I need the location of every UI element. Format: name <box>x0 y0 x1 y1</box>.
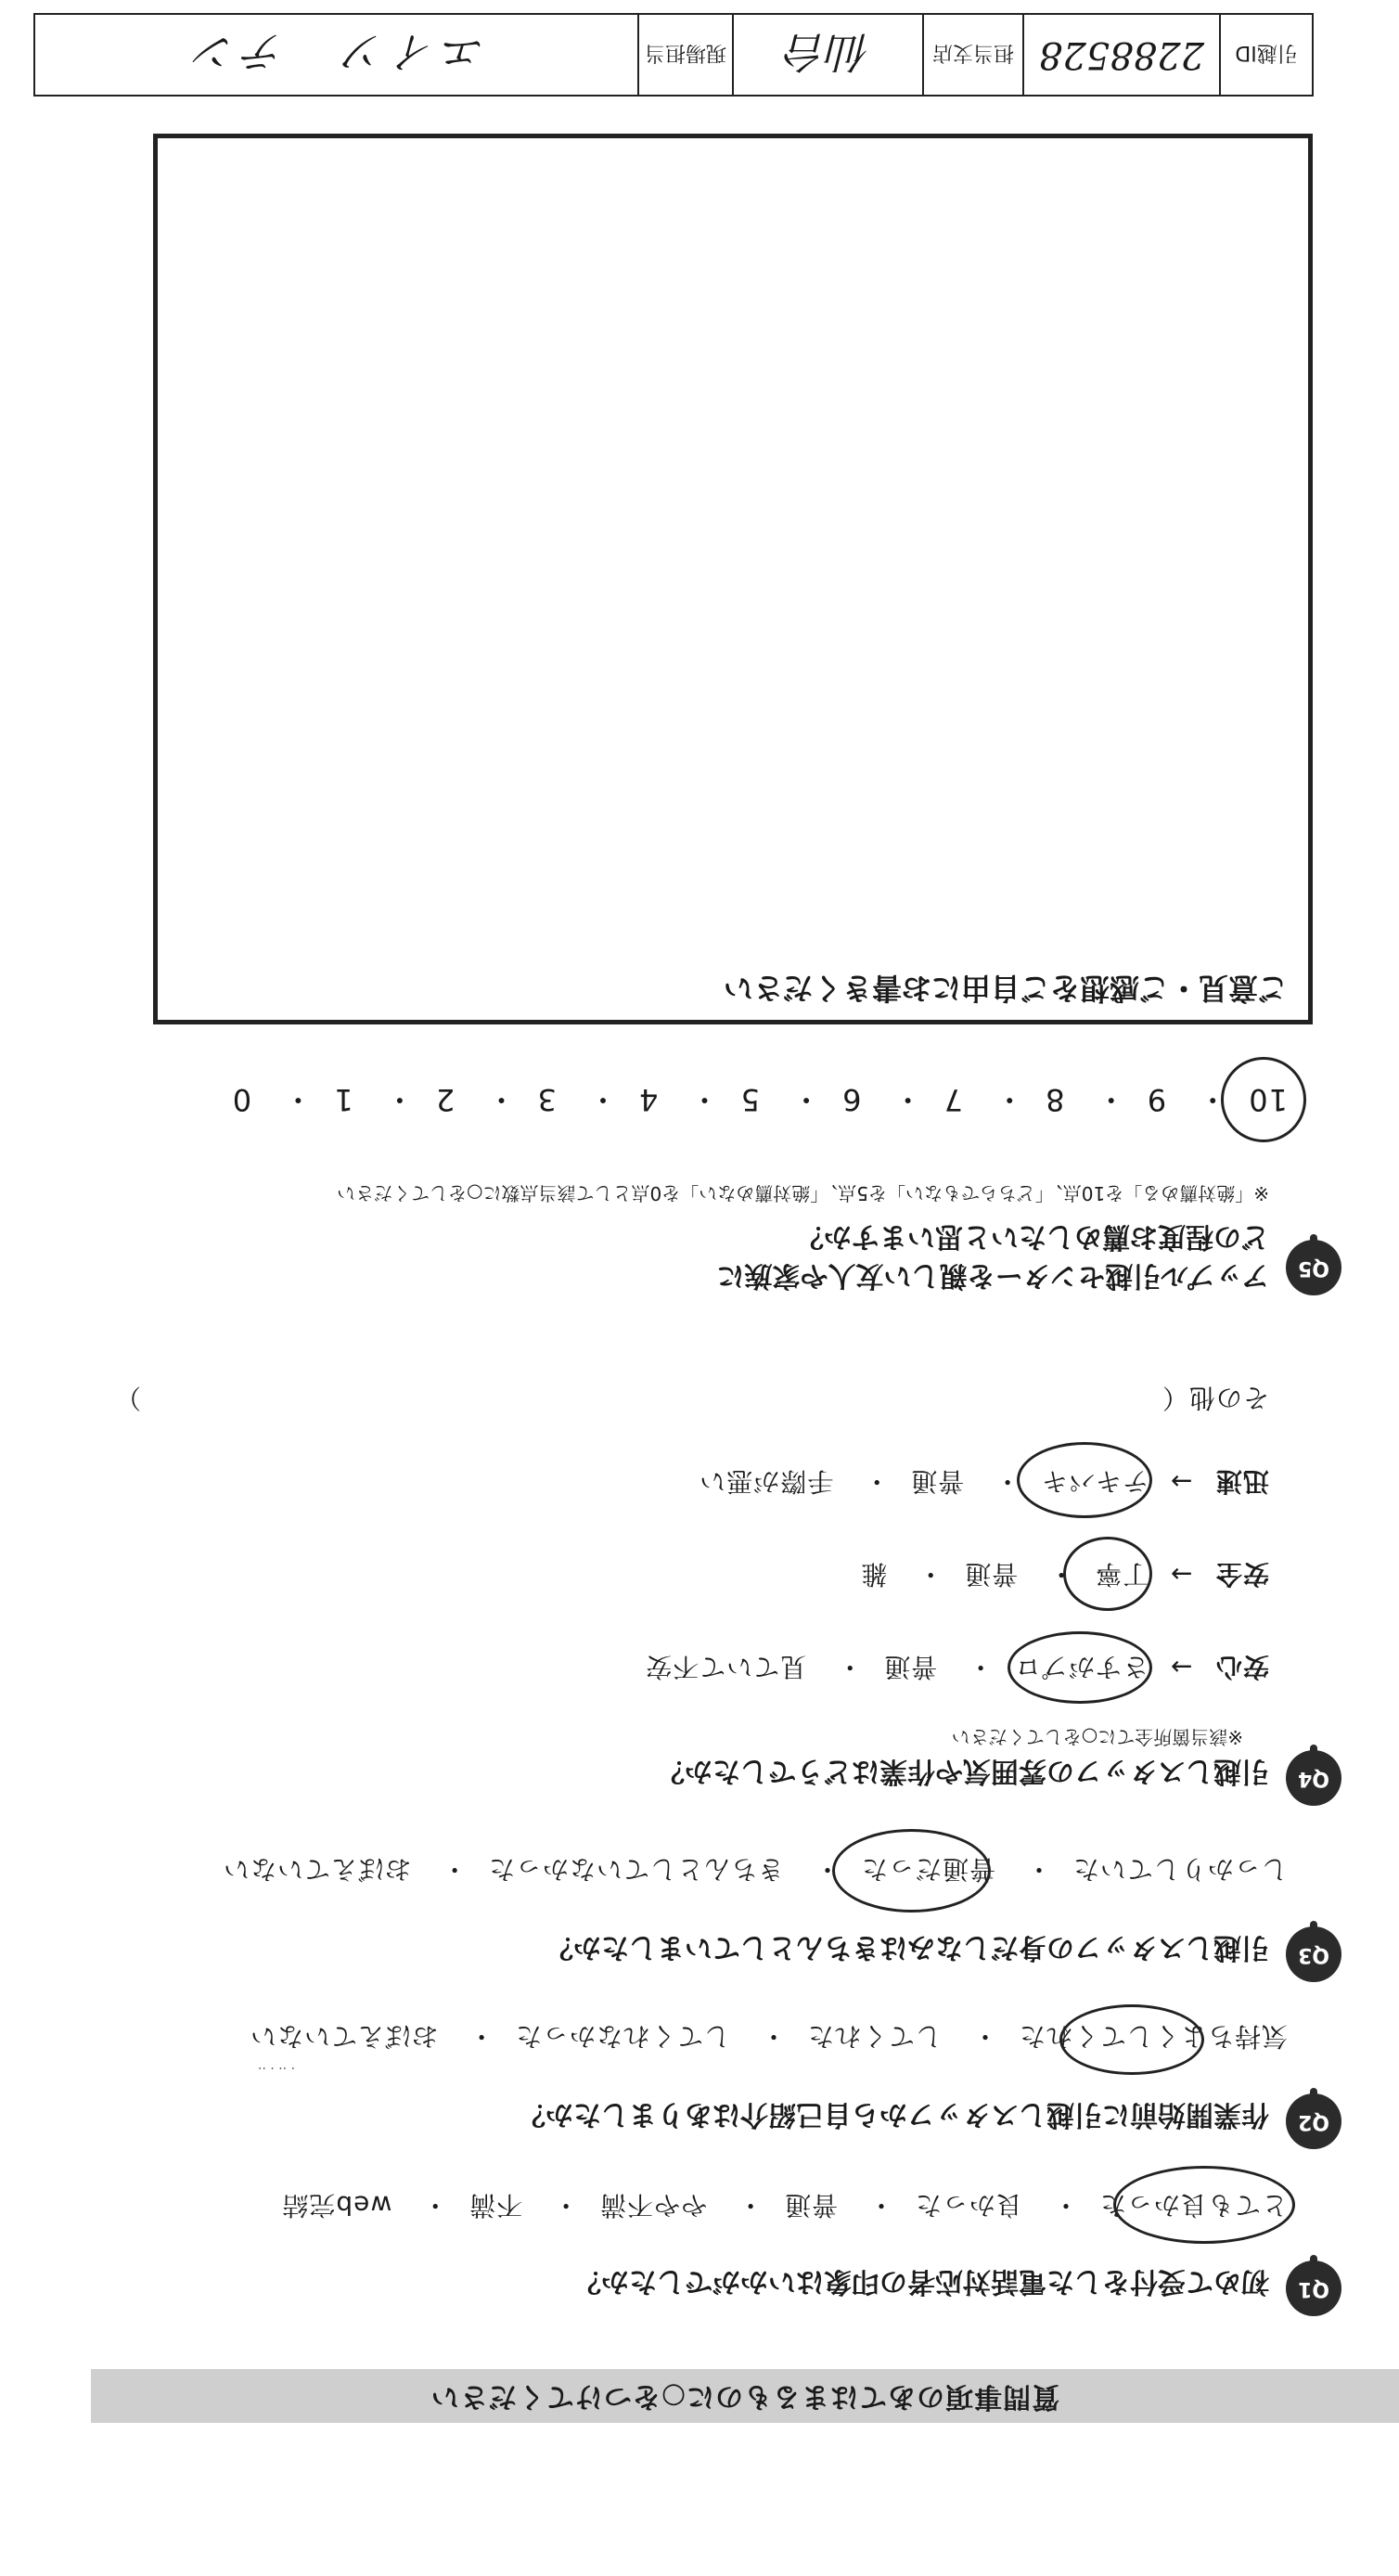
q2-option-1[interactable]: 気持ちよくしてくれた <box>1018 2021 1288 2052</box>
q5-score-1[interactable]: 1 <box>333 1082 353 1117</box>
q2-option-3[interactable]: してくれなかった <box>515 2021 731 2052</box>
branch-label: 担当支店 <box>922 15 1022 95</box>
q4-row-2-option-2[interactable]: 普通 <box>964 1559 1019 1590</box>
q4-row-3-option-1[interactable]: テキパキ <box>1041 1466 1149 1497</box>
q1-options: とても良かった・ 良かった・ 普通・ やや不満・ 不満・ web完結 <box>281 2188 1288 2225</box>
move-id-value[interactable]: 2288528 <box>1022 15 1219 95</box>
q5-scale: 10・ 9・ 8・ 7・ 6・ 5・ 4・ 3・ 2・ 1・ 0 <box>231 1082 1288 1117</box>
q4-row-1-option-2[interactable]: 普通 <box>883 1652 938 1682</box>
q3-option-1[interactable]: しっかりしていた <box>1072 1854 1288 1885</box>
q1-option-3[interactable]: 普通 <box>784 2190 839 2221</box>
q5-score-9[interactable]: 9 <box>1146 1082 1167 1117</box>
q4-text: 引越しスタッフの雰囲気や作業はどうでしたか？ <box>657 1755 1269 1787</box>
q4-row-1-option-1[interactable]: さすがプロ <box>1014 1652 1149 1682</box>
q4-row-anzen: 安全 → 丁寧・ 普通・ 雑 <box>860 1557 1269 1594</box>
q1-text: 初めて受付をした電話対応者の印象はいかがでしたか？ <box>573 2265 1269 2298</box>
q3-option-4[interactable]: おぼえていない <box>223 1854 412 1885</box>
q5-score-6[interactable]: 6 <box>841 1082 862 1117</box>
q2-option-4[interactable]: おぼえていない <box>250 2021 439 2052</box>
q3-text: 引越しスタッフの身だしなみはきちんとしていましたか？ <box>545 1931 1269 1964</box>
q1-option-2[interactable]: 良かった <box>915 2190 1023 2221</box>
q2-option-2[interactable]: してくれた <box>807 2021 943 2052</box>
q4-note: ※該当箇所全てに○をしてください <box>951 1726 1243 1748</box>
q5-score-3[interactable]: 3 <box>536 1082 557 1117</box>
q2-text: 作業開始前に引越しスタッフから自己紹介はありましたか？ <box>518 2098 1269 2131</box>
q5-score-5[interactable]: 5 <box>739 1082 760 1117</box>
arrow-icon: → <box>1169 1466 1193 1497</box>
q5-score-2[interactable]: 2 <box>434 1082 456 1117</box>
q4-row-1-label: 安心 <box>1214 1652 1269 1682</box>
comment-title: ご意見・ご感想をご自由にお書きください <box>723 971 1288 1006</box>
q5-score-7[interactable]: 7 <box>943 1082 963 1117</box>
comment-box[interactable] <box>153 134 1313 1024</box>
q1-option-4[interactable]: やや不満 <box>599 2190 708 2221</box>
footer-table <box>33 13 1314 97</box>
q3-options: しっかりしていた・ 普通だった・ きちんとしていなかった・ おぼえていない <box>223 1852 1288 1889</box>
q5-score-0[interactable]: 0 <box>231 1082 252 1117</box>
q5-note: ※「絶対薦める」を10点、「どちらでもない」を5点、「絶対薦めない」を0点として該当点数に○をしてください <box>337 1182 1269 1204</box>
header-instruction: 質問事項のあてはまるものに○をつけてください <box>430 2380 1060 2413</box>
q5-text-line2: どの程度お薦めしたいと思いますか？ <box>796 1220 1269 1253</box>
q4-row-3-option-2[interactable]: 普通 <box>910 1466 965 1497</box>
q5-badge: Q5 <box>1286 1240 1341 1295</box>
q2-options: 気持ちよくしてくれた・ してくれた・ してくれなかった・ おぼえていない <box>250 2019 1288 2056</box>
q4-row-2-label: 安全 <box>1214 1559 1269 1590</box>
q5-score-10[interactable]: 10 <box>1248 1082 1288 1117</box>
q5-score-4[interactable]: 4 <box>638 1082 659 1117</box>
arrow-icon: → <box>1169 1559 1193 1590</box>
q4-badge: Q4 <box>1286 1750 1341 1806</box>
leader-value[interactable]: エイソ テン <box>186 27 486 77</box>
q4-row-3-label: 迅速 <box>1214 1466 1269 1497</box>
q1-option-5[interactable]: 不満 <box>468 2190 523 2221</box>
move-id-label: 引越ID <box>1219 15 1312 95</box>
q4-row-2-option-1[interactable]: 丁寧 <box>1095 1559 1149 1590</box>
q5-text-line1: アップル引越センターを親しい友人や家族に <box>716 1259 1269 1292</box>
q1-option-1[interactable]: とても良かった <box>1098 2190 1288 2221</box>
q3-badge: Q3 <box>1286 1926 1341 1982</box>
q3-option-2[interactable]: 普通だった <box>861 1854 996 1885</box>
q4-row-jinsoku: 迅速 → テキパキ・ 普通・ 手際が悪い <box>699 1464 1269 1501</box>
q4-other-label: その他（ <box>1161 1383 1269 1413</box>
q4-other-close: ） <box>114 1383 142 1413</box>
q4-row-2-option-3[interactable]: 雑 <box>860 1559 888 1590</box>
q2-badge: Q2 <box>1286 2093 1341 2149</box>
q4-row-1-option-3[interactable]: 見ていて不安 <box>645 1652 807 1682</box>
q4-other-row <box>17 1381 1269 1418</box>
branch-value[interactable]: 仙台 <box>732 15 922 95</box>
leader-label: 現場担当 <box>637 15 732 95</box>
q3-option-3[interactable]: きちんとしていなかった <box>488 1854 785 1885</box>
arrow-icon: → <box>1169 1652 1193 1682</box>
scan-speckle: · ·· · ·· <box>257 2060 295 2075</box>
q4-row-3-option-3[interactable]: 手際が悪い <box>699 1466 834 1497</box>
q4-row-anshin: 安心 → さすがプロ・ 普通・ 見ていて不安 <box>645 1650 1269 1687</box>
q5-score-8[interactable]: 8 <box>1045 1082 1065 1117</box>
q1-badge: Q1 <box>1286 2260 1341 2316</box>
q1-option-6[interactable]: web完結 <box>281 2190 392 2221</box>
